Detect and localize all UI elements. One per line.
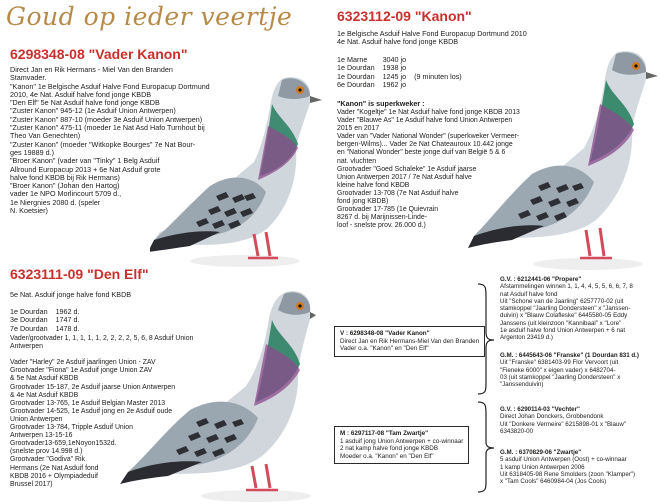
sire-line: V : 6298348-08 "Vader Kanon" — [340, 330, 430, 337]
dam-line: 1 asduif jong Union Antwerpen + co-winnaar — [340, 437, 464, 445]
description-line: Direct Jan en Rik Hermans - Miel Van den Branden — [10, 65, 173, 74]
superkweker-line: Vader "Blauwe As" 1e Asduif halve fond Union Antwerpen — [337, 117, 513, 125]
grandsire-line: Afstammelingen winnen 1, 1, 4, 4, 5, 5, 6, 6, 7, 8 — [500, 283, 633, 291]
description-line: & 4e Nat Asduif KBDB — [10, 391, 79, 399]
granddam-line: "Fieneke 6000" x eigen vader) x 6482704- — [500, 366, 616, 374]
result-place: 1e Dourdan — [10, 307, 48, 316]
superkweker-line: 2015 en 2017 — [337, 125, 380, 133]
kanon-results-table — [337, 56, 470, 89]
description-line: vader 1e NPO Morlincourt 5709 d., — [10, 189, 122, 199]
pedigree-gm1 — [500, 352, 639, 388]
result-count: 1478 d. — [55, 323, 80, 333]
superkweker-line: bergen-Wilms)... Vader 2e Nat Chateauroux 10.442 jonge — [337, 141, 513, 149]
description-line: & 5e Nat Asduif KBDB — [10, 375, 79, 383]
superkweker-line: Grootvader 17-785 (1e Quievrain — [337, 206, 439, 214]
description-line: 1e Niergnies 2080 d. (speler — [10, 197, 101, 207]
result-note: (9 minuten los) — [414, 71, 462, 81]
result-place: 7e Dourdan — [10, 323, 48, 333]
description-line: Union Antwerpen — [10, 415, 63, 423]
grandsire-line: nat Asduif halve fond — [500, 290, 558, 298]
pedigree-gv2 — [500, 406, 626, 435]
description-line: Stamvader. — [10, 73, 47, 83]
den-elf-ring-title: 6323111-09 "Den Elf" — [10, 266, 149, 282]
granddam-line: 1 kamp Union Antwerpen 2006 — [500, 463, 585, 471]
granddam-line: Uit 6318405-98 Rene Smolders (zoon "Klamper") — [500, 470, 636, 478]
grandsire-line: 6343820-00 — [500, 427, 534, 435]
result-row — [337, 81, 470, 89]
pigeon-kanon-photo — [468, 38, 658, 274]
superkweker-line: Vader "Kogeltje" 1e Nat Asduif halve fond jonge KBDB 2013 — [337, 109, 520, 116]
description-line: "Zuster Kanon" (moeder "Witkopke Bourges" 7e Nat Bour- — [10, 139, 196, 149]
grandsire-line: G.V. : 6290114-03 "Vechter" — [500, 406, 580, 413]
result-place: 3e Dourdan — [10, 315, 48, 325]
superkweker-line: Vader van "Vader National Wonder" (superkweker Vermeer- — [337, 133, 520, 141]
result-note — [414, 56, 470, 64]
result-count: 1245 jo — [382, 71, 407, 81]
description-line: Grootvader "Godiva" Rik — [10, 456, 85, 464]
description-line: 2010, 4e Nat. Asduif halve fond jonge KBDB — [10, 89, 152, 99]
grandsire-line: stamkoppel "Jaarling Dondersteen" x "Janssen- — [500, 305, 631, 313]
pedigree-gm2 — [500, 449, 635, 485]
dam-line: 2 nat kamp halve fond jonge KBDB — [340, 445, 439, 453]
dam-line: M : 6297117-08 "Tam Zwartje" — [340, 430, 429, 437]
sire-line: Direct Jan en Rik Hermans-Miel Van den Branden — [340, 337, 480, 345]
result-count: 1747 d. — [55, 315, 80, 325]
description-line: N. Koetsier) — [10, 206, 48, 216]
superkweker-line: 8267 d. bij Marijnissen-Linde- — [337, 214, 428, 222]
description-line: Brussel 2017) — [10, 480, 53, 488]
superkweker-line: fond jong KBDB) — [337, 198, 389, 206]
description-line: Vader "Harley" 2e Asduif jaarlingen Union - ZAV — [10, 359, 156, 367]
dam-line: Moeder o.a. "Kanon" en "Den Elf" — [340, 452, 434, 460]
granddam-line: "Janssenduivin) — [500, 381, 544, 389]
description-line: "Kanon" 1e Belgische Asduif Halve Fond Europacup Dortmund — [10, 81, 210, 91]
result-place: 6e Dourdan — [337, 79, 375, 89]
grandsire-line: Direct Johan Donckers, Grobbendonk — [500, 413, 604, 421]
description-line: Grootvader 13-784, Tripple Asduif Union — [10, 424, 133, 432]
description-line: Grootvader 13-765, 1e Asduif Belgian Master 2013 — [10, 399, 166, 407]
result-place: 1e Dourdan — [337, 63, 375, 73]
grandsire-line: duivin) x "Blauw Colafleske" 6445580-05 Eddy — [500, 312, 628, 320]
grandsire-line: Uit "Schone van de Jaarling" 6257770-02 (uit — [500, 297, 624, 305]
description-line: Antwerpen 13-15-16 — [10, 432, 73, 440]
description-line: "Zuster Kanon" 887-10 (moeder 3e Asduif Union Antwerpen) — [10, 114, 203, 124]
kanon-intro-line: 4e Nat. Asduif halve fond jonge KBDB — [337, 37, 459, 47]
vader-kanon-ring-title: 6298348-08 "Vader Kanon" — [10, 46, 188, 62]
description-line: Grootvader "Fiona" 1e Asduif jonge Union ZAV — [10, 367, 153, 375]
grandsire-line: Argenton 23419 d.) — [500, 334, 553, 342]
description-line: (snelste prov 14.998 d.) — [10, 448, 83, 456]
result-count: 1938 jo — [382, 63, 407, 73]
pedigree-braces — [476, 276, 498, 504]
description-line: Vader/grootvader 1, 1, 1, 1, 1, 2, 2, 2, 2, 5, 6, 8 Asduif Union — [10, 335, 194, 342]
den-elf-results-table — [10, 308, 88, 333]
kanon-ring-title: 6323112-09 "Kanon" — [337, 8, 472, 24]
description-line: Antwerpen — [10, 343, 43, 351]
kanon-intro-line: 1e Belgische Asduif Halve Fond Europacup Dortmund 2010 — [337, 29, 527, 38]
result-count: 3040 jo — [382, 55, 407, 64]
description-line: Theo Van Genechten) — [10, 131, 81, 141]
description-line: "Broer Kanon" (Johan den Hartog) — [10, 181, 120, 191]
description-line: "Zuster Kanon" 945-12 (1e Asduif Union Antwerpen) — [10, 106, 176, 116]
pigeon-den-elf-photo — [116, 282, 316, 504]
result-place: 1e Marne — [337, 55, 368, 64]
result-count: 1962 d. — [55, 307, 80, 316]
description-line: ges 19889 d.) — [10, 147, 54, 157]
grandsire-line: G.V. : 6212441-06 "Propere" — [500, 276, 582, 283]
description-line: Hermans (2e Nat Asduif fond — [10, 464, 99, 472]
den-elf-intro: 5e Nat. Asduif jonge halve fond KBDB — [10, 290, 132, 299]
pedigree-sire-box — [334, 326, 485, 357]
grandsire-line: 1e asduif halve fond Union Antwerpen + 6 nat — [500, 327, 626, 335]
sire-line: Vader o.a. "Kanon" en "Den Elf" — [340, 345, 429, 353]
superkweker-line: nat. vluchten — [337, 157, 377, 165]
superkweker-line: loof - snelste prov. 26.000 d.) — [337, 222, 426, 230]
description-line: Allround Europacup 2013 + 6e Nat Asduif grote — [10, 164, 161, 174]
superkweker-line: en "National Wonder" beste jonge duif van België 5 & 6 — [337, 149, 506, 157]
pedigree-dam-box — [334, 426, 469, 464]
description-line: KBDB 2016 + Olympiadeduif — [10, 472, 98, 480]
grandsire-line: Uit "Donkere Vermeire" 6215898-01 x "Blauw" — [500, 420, 627, 428]
granddam-line: 03 (uit stamkoppel "Jaarling Dondersteen" x — [500, 373, 621, 381]
superkweker-line: Grootvader "Goed Schaleke" 1e Asduif jaarse — [337, 165, 477, 173]
granddam-line: 5 asduif Union Antwerpen (Oost) + co-winnaar — [500, 456, 627, 464]
description-line: "Zuster Kanon" 475-11 (moeder 1e Nat Asd Hafo Turnhout bij — [10, 123, 205, 133]
description-line: Grootvader 15-187, 2e Asduif jaarse Union Antwerpen — [10, 383, 176, 391]
superkweker-line: kleine halve fond KBDB — [337, 181, 410, 189]
granddam-line: G.M. : 6445643-06 "Franske" (1 Dourdan 831 d.) — [500, 352, 639, 359]
description-line: Grootvader 14-525, 1e Asduif jong en 2e Asduif oude — [10, 407, 173, 415]
page-title: Goud op ieder veertje — [6, 2, 293, 31]
description-line: halve fond KBDB bij Rik Hermans) — [10, 172, 120, 182]
result-count: 1962 jo — [382, 79, 407, 89]
granddam-line: G.M. : 6370829-06 "Zwartje" — [500, 449, 582, 456]
description-line: Grootvader13-659,1eNoyon1532d. — [10, 440, 117, 448]
description-line: "Broer Kanon" (vader van "Tinky" 1 Belg Asduif — [10, 156, 160, 166]
result-row — [10, 325, 88, 333]
pigeon-vader-kanon-photo — [150, 56, 330, 276]
description-line: "Den Elf" 5e Nat Asduif halve fond jonge KBDB — [10, 98, 160, 108]
result-place: 1e Dourdan — [337, 71, 375, 81]
pedigree-gv1 — [500, 276, 633, 342]
superkweker-line: Grootvader 13-708 (7e Nat Asduif halve — [337, 189, 459, 197]
grandsire-line: Janssens (uit kleinzoon "Kannibaal" x "Lore" — [500, 319, 622, 327]
granddam-line: x "Tam Cools" 6460984-04 (Jos Cools) — [500, 478, 607, 486]
kanon-superkweker-heading: "Kanon" is superkweker : — [337, 99, 425, 108]
result-note — [414, 81, 470, 89]
superkweker-line: Union Antwerpen 2017 / 7e Nat Asduif halve — [337, 173, 472, 181]
granddam-line: Uit "Franske" 6381403-99 Flor Vervoort (uit — [500, 359, 619, 367]
